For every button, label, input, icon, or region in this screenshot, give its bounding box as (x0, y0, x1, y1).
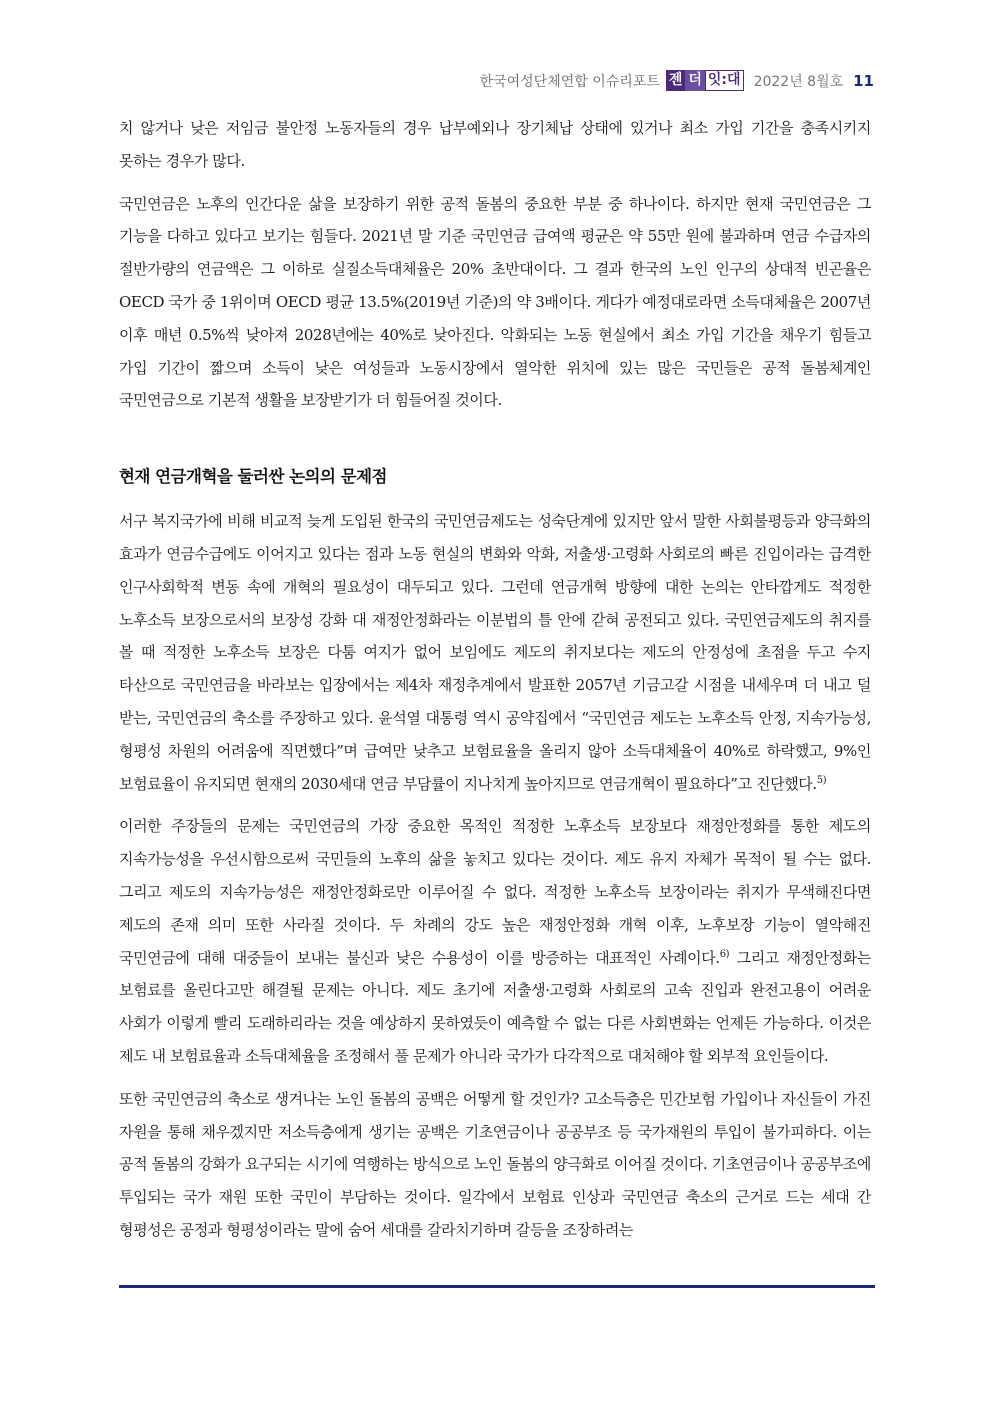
paragraph-1: 치 않거나 낮은 저임금 불안정 노동자들의 경우 납부예외나 장기체납 상태에 있거나 최소 가입 기간을 충족시키지 못하는 경우가 많다. (119, 119, 871, 170)
logo-part-3: 잇:대 (705, 70, 744, 91)
article-body (119, 112, 871, 1257)
footnote-ref-5[interactable]: 5) (816, 774, 827, 786)
paragraph-4-text: 이러한 주장들의 문제는 국민연금의 가장 중요한 목적인 적정한 노후소득 보장보다 재정안정화를 통한 제도의 지속가능성을 우선시함으로써 국민들의 노후의 삶을 놓치고 있다는 것이다. 제도 유지 자체가 목적이 될 수는 없다. 그리고 제도의 지속가능성은 재정안정화로만 이루어질 수 없다. 적정한 노후소득 보장이라는 취지가 무색해진다면 제도의 존재 의미 또한 사라질 것이다. 두 차례의 강도 높은 재정안정화 개혁 이후, 노후보장 기능이 열악해진 국민연금에 대해 대중들이 보내는 불신과 낮은 수용성이 이를 방증하는 대표적인 사례이다. (119, 817, 871, 967)
paragraph-2: 국민연금은 노후의 인간다운 삶을 보장하기 위한 공적 돌봄의 중요한 부분 중 하나이다. 하지만 현재 국민연금은 그 기능을 다하고 있다고 보기는 힘들다. 2021년 말 기준 국민연금 급여액 평균은 약 55만 원에 불과하며 연금 수급자의 절반가량의 연금액은 그 이하로 실질소득대체율은 20% 초반대이다. 그 결과 한국의 노인 인구의 상대적 빈곤율은 OECD 국가 중 1위이며 OECD 평균 13.5%(2019년 기준)의 약 3배이다. 게다가 예정대로라면 소득대체율은 2007년 이후 매년 0.5%씩 낮아져 2028년에는 40%로 낮아진다. 악화되는 노동 현실에서 최소 가입 기간을 채우기 힘들고 가입 기간이 짧으며 소득이 낮은 여성들과 노동시장에서 열악한 위치에 있는 많은 국민들은 공적 돌봄체계인 국민연금으로 기본적 생활을 보장받기가 더 힘들어질 것이다. (119, 194, 871, 410)
footnote-ref-6[interactable]: 6) (719, 948, 730, 960)
publisher-label: 한국여성단체연합 이슈리포트 (479, 73, 660, 90)
paragraph-4-text-cont: 그리고 재정안정화는 보험료를 올린다고만 해결될 문제는 아니다. 제도 초기에 저출생·고령화 사회로의 고속 진입과 완전고용이 어려운 사회가 이렇게 빨리 도래하리라는 것을 예상하지 못하였듯이 예측할 수 없는 다른 사회변화는 언제든 가능하다. 이것은 제도 내 보험료율과 소득대체율을 조정해서 풀 문제가 아니라 국가가 다각적으로 대처해야 할 외부적 요인들이다. (119, 948, 871, 1065)
paragraph-5: 또한 국민연금의 축소로 생겨나는 노인 돌봄의 공백은 어떻게 할 것인가? 고소득층은 민간보험 가입이나 자신들이 가진 자원을 통해 채우겠지만 저소득층에게 생기는 공백은 기초연금이나 공공부조 등 국가재원의 투입이 불가피하다. 이는 공적 돌봄의 강화가 요구되는 시기에 역행하는 방식으로 노인 돌봄의 양극화로 이어질 것이다. 기초연금이나 공공부조에 투입되는 국가 재원 또한 국민이 부담하는 것이다. 일각에서 보험료 인상과 국민연금 축소의 근거로 드는 세대 간 형평성은 공정과 형평성이라는 말에 숨어 세대를 갈라치기하며 갈등을 조장하려는 (119, 1089, 871, 1239)
issue-date: 2022년 8월호 (753, 73, 844, 90)
section-heading: 현재 연금개혁을 둘러싼 논의의 문제점 (119, 467, 388, 487)
genderitdae-logo (666, 70, 744, 91)
paragraph-4 (119, 810, 871, 1072)
logo-part-2: 더 (685, 70, 705, 91)
paragraph-3 (119, 505, 871, 800)
logo-part-1: 젠 (666, 70, 686, 91)
page-header (480, 70, 874, 91)
paragraph-3-text: 서구 복지국가에 비해 비교적 늦게 도입된 한국의 국민연금제도는 성숙단계에 있지만 앞서 말한 사회불평등과 양극화의 효과가 연금수급에도 이어지고 있다는 점과 노동 현실의 변화와 악화, 저출생·고령화 사회로의 빠른 진입이라는 급격한 인구사회학적 변동 속에 개혁의 필요성이 대두되고 있다. 그런데 연금개혁 방향에 대한 논의는 안타깝게도 적정한 노후소득 보장으로서의 보장성 강화 대 재정안정화라는 이분법의 틀 안에 갇혀 공전되고 있다. 국민연금제도의 취지를 볼 때 적정한 노후소득 보장은 다툼 여지가 없어 보임에도 제도의 취지보다는 제도의 안정성에 초점을 두고 수지 타산으로 국민연금을 바라보는 입장에서는 제4차 재정추계에서 발표한 2057년 기금고갈 시점을 내세우며 더 내고 덜 받는, 국민연금의 축소를 주장하고 있다. 윤석열 대통령 역시 공약집에서 “국민연금 제도는 노후소득 안정, 지속가능성, 형평성 차원의 어려움에 직면했다”며 급여만 낮추고 보험료율을 올리지 않아 소득대체율이 40%로 하락했고, 9%인 보험료율이 유지되면 현재의 2030세대 연금 부담률이 지나치게 높아지므로 연금개혁이 필요하다”고 진단했다. (119, 512, 871, 793)
footer-rule (119, 1285, 875, 1288)
page-number: 11 (853, 71, 874, 90)
